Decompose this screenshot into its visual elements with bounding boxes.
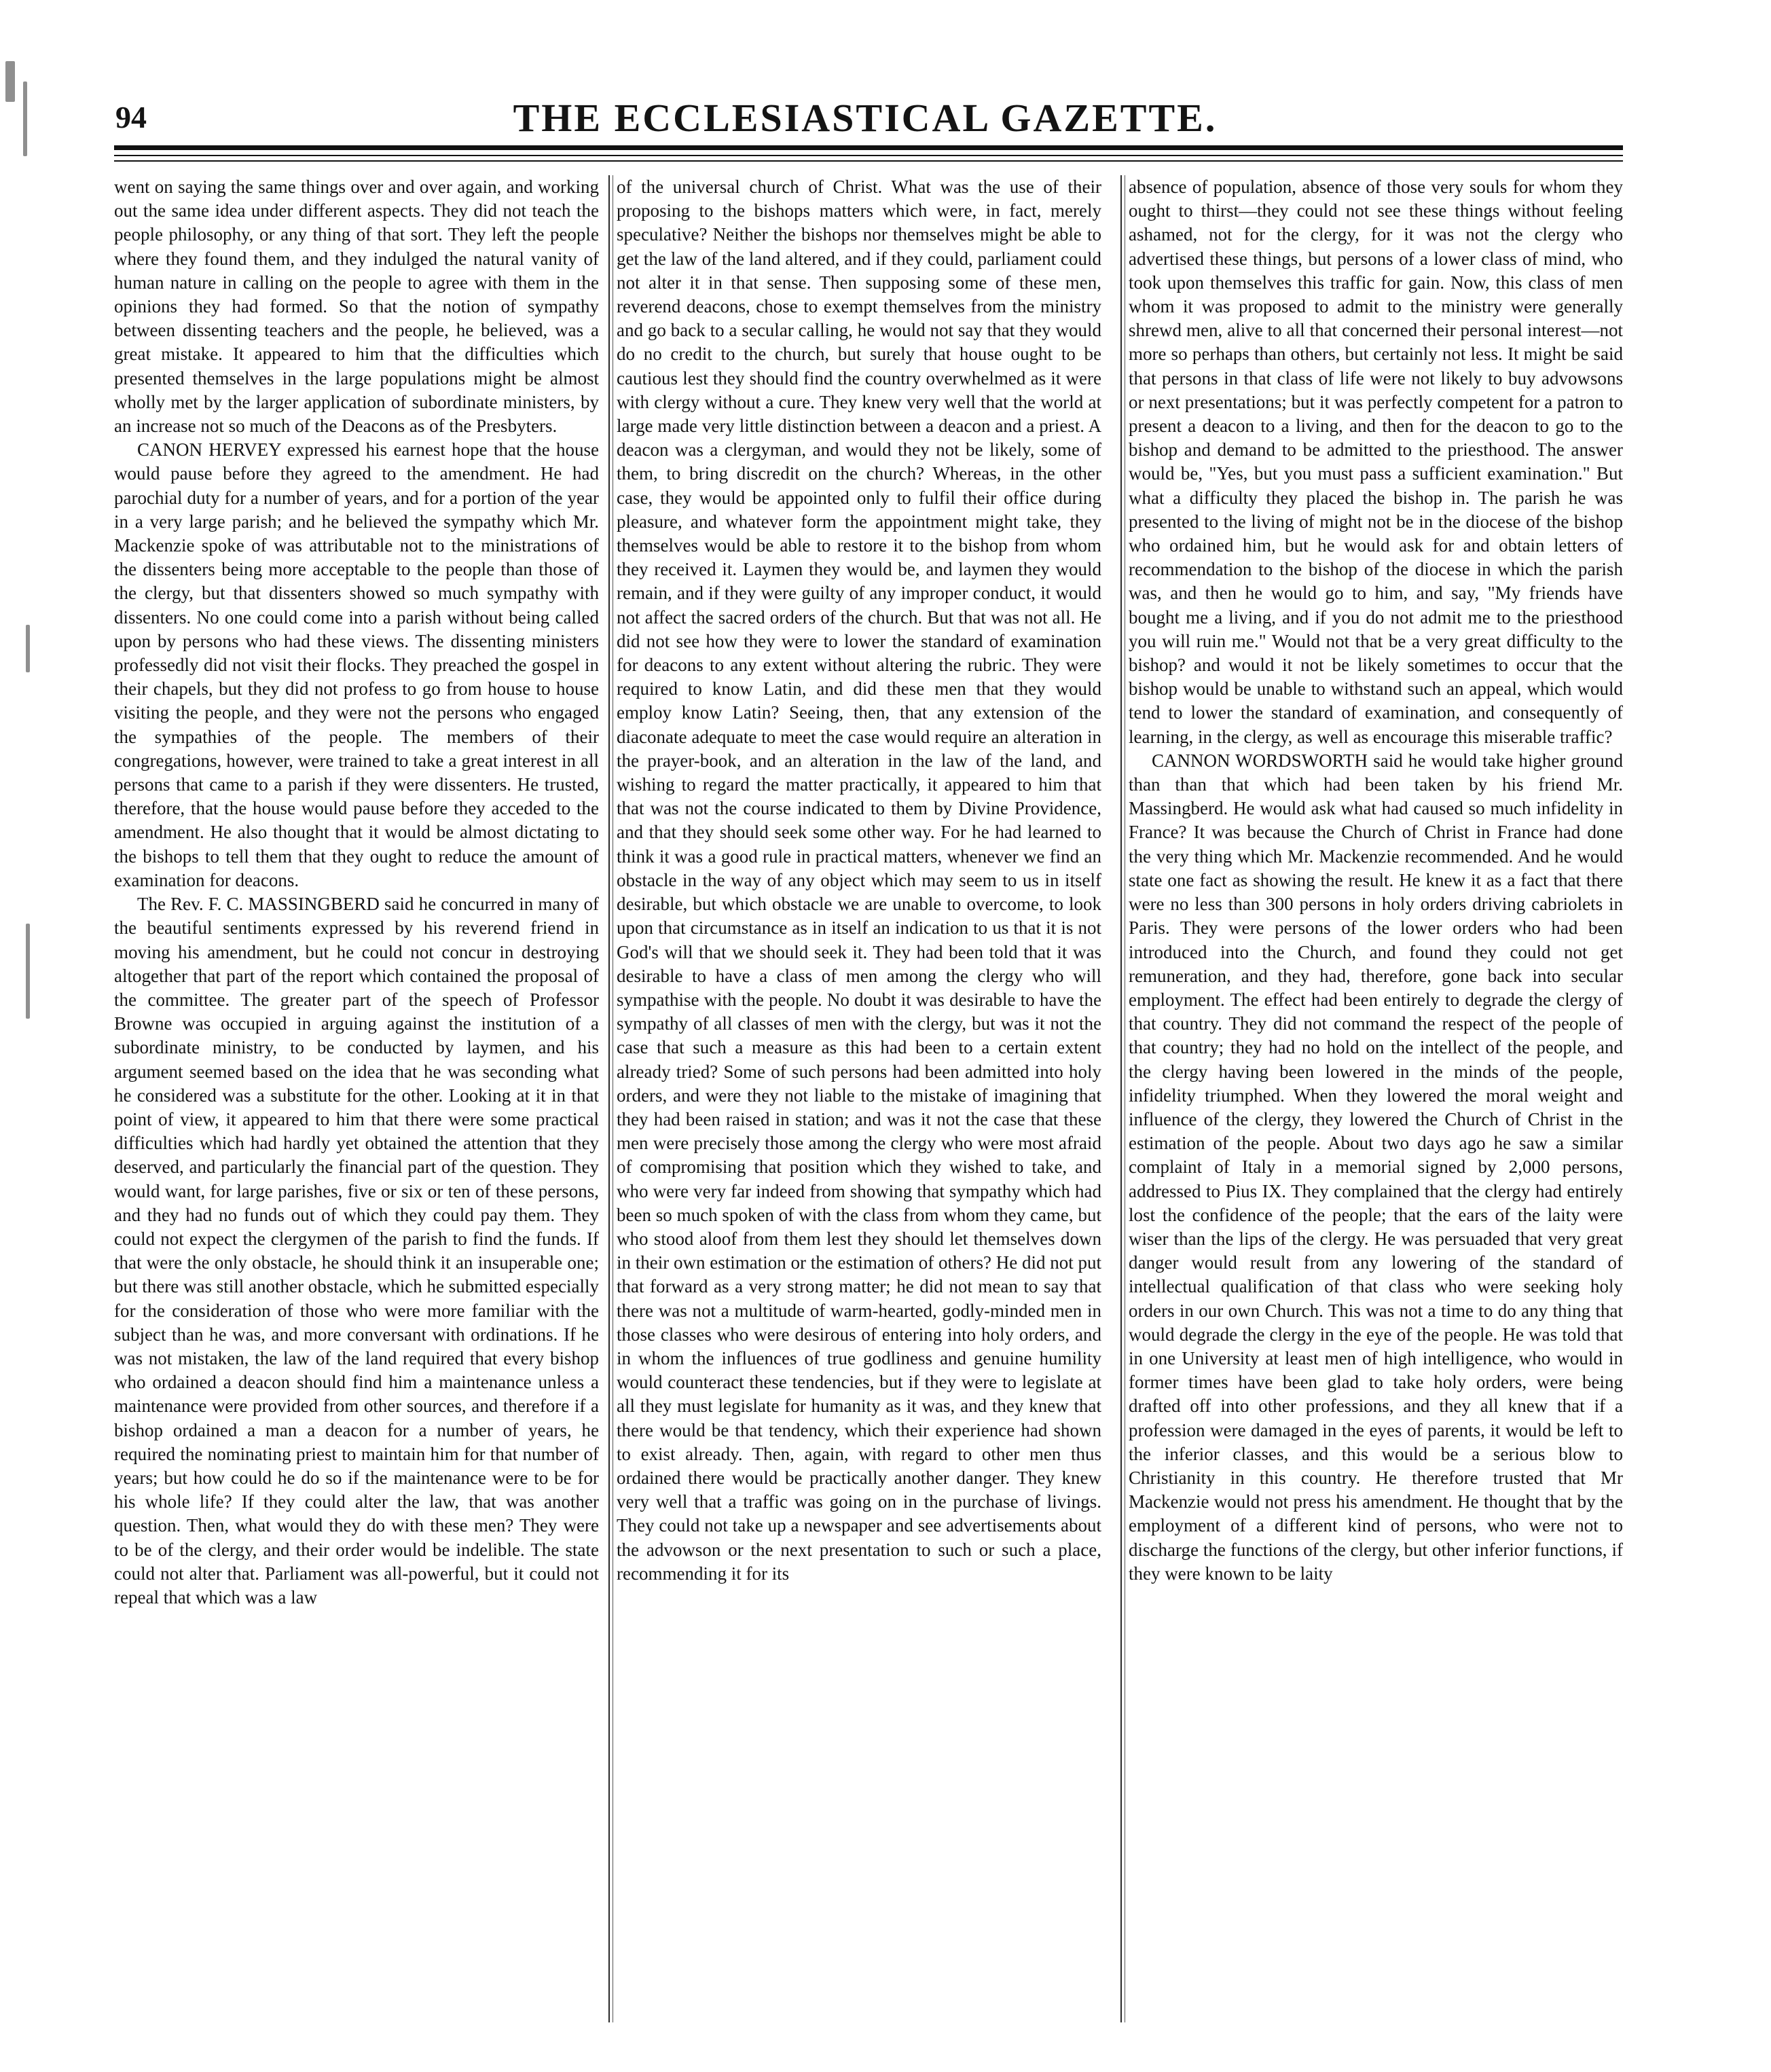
paragraph: went on saying the same things over and over again, and working out the same idea under different aspects. They did not teach the people philosophy, or any thing of that sort. They left the people where they found them, and they indulged the natural vanity of human nature in calling on the people to agree with them in the opinions they had formed. So that the notion of sympathy between dissenting teachers and the people, he believed, was a great mistake. It appeared to him that the difficulties which presented themselves in the large populations might be almost wholly met by the larger application of subordinate ministers, by an increase not so much of the Deacons as of the Presbyters. bbox=[114, 177, 599, 437]
page-header bbox=[115, 95, 1615, 143]
page-title: THE ECCLESIASTICAL GAZETTE. bbox=[513, 96, 1218, 140]
paragraph: The Rev. F. C. MASSINGBERD said he concurred in many of the beautiful sentiments expressed by his reverend friend in moving his amendment, but he could not concur in destroying altogether that part of the report which contained the proposal of the committee. The greater part of the speech of Professor Browne was occupied in arguing against the institution of a subordinate ministry, to be conducted by laymen, and his argument seemed based on the idea that he was seconding what he considered was a substitute for the other. Looking at it in that point of view, it appeared to him that there were some practical difficulties which had hardly yet obtained the attention that they deserved, and particularly the financial part of the question. They would want, for large parishes, five or six or ten of these persons, and they had no funds out of which they could pay them. They could not expect the clergymen of the parish to find the funds. If that were the only obstacle, he should think it an insuperable one; but there was still another obstacle, which he submitted especially for the consideration of those who were more familiar with the subject than he was, and more conversant with ordinations. If he was not mistaken, the law of the land required that every bishop who ordained a deacon should find him a maintenance unless a maintenance were provided from other sources, and therefore if a bishop ordained a man a deacon for a number of years, he required the nominating priest to maintain him for that number of years; but how could he do so if the maintenance were to be for his whole life? If they could alter the law, that was another question. Then, what would they do with these men? They were to be of the clergy, and their order would be indelible. The state could not alter that. Parliament was all-powerful, but it could not repeal that which was a law bbox=[114, 894, 599, 1607]
text-column-1 bbox=[114, 175, 599, 2029]
text-column-3 bbox=[1129, 175, 1623, 2029]
article-columns bbox=[114, 175, 1623, 2029]
header-rule bbox=[114, 155, 1623, 156]
binding-mark bbox=[23, 81, 27, 156]
binding-mark bbox=[5, 61, 15, 102]
text-column-2 bbox=[617, 175, 1101, 2029]
paragraph: CANON HERVEY expressed his earnest hope that the house would pause before they agreed to the amendment. He had parochial duty for a number of years, and for a portion of the year in a very large parish; and he believed the sympathy which Mr. Mackenzie spoke of was attributable not to the ministrations of the dissenters being more acceptable to the people than those of the clergy, but that dissenters showed so much sympathy with dissenters. No one could come into a parish without being called upon by persons who had these views. The dissenting ministers professedly did not visit their flocks. They preached the gospel in their chapels, but they did not profess to go from house to house visiting the people, and they were not the persons who engaged the sympathies of the people. The members of their congregations, however, were trained to take a great interest in all persons that came to a parish if they were dissenters. He trusted, therefore, that the house would pause before they acceded to the amendment. He also thought that it would be almost dictating to the bishops to tell them that they ought to reduce the amount of examination for deacons. bbox=[114, 439, 599, 890]
page-number: 94 bbox=[115, 100, 147, 134]
column-divider bbox=[1120, 175, 1122, 2022]
binding-mark bbox=[26, 625, 30, 672]
paragraph: absence of population, absence of those very souls for whom they ought to thirst—they could not see these things without feeling ashamed, not for the clergy, for it was not the clergy who advertised these things, but persons of a lower class of mind, who took upon themselves this traffic for gain. Now, this class of men whom it was proposed to admit to the ministry were generally shrewd men, alive to all that concerned their personal interest—not more so perhaps than others, but certainly not less. It might be said that persons in that class of life were not likely to buy advowsons or next presentations; but it was perfectly competent for a patron to present a deacon to a living, and then for the deacon to go to the bishop and demand to be admitted to the priesthood. The answer would be, "Yes, but you must pass a sufficient examination." But what a difficulty they placed the bishop in. The parish he was presented to the living of might not be in the diocese of the bishop who ordained him, but he would ask for and obtain letters of recommendation to the bishop of the diocese in which the parish was, and then he would go to him, and say, "My friends have bought me a living, and if you do not admit me to the priesthood you will ruin me." Would not that be a very great difficulty to the bishop? and would it not be likely sometimes to occur that the bishop would be unable to withstand such an appeal, which would tend to lower the standard of examination, and consequently of learning, in the clergy, as well as encourage this miserable traffic? bbox=[1129, 177, 1623, 747]
paragraph: CANNON WORDSWORTH said he would take higher ground than than that which had been taken by his friend Mr. Massingberd. He would ask what had caused so much infidelity in France? It was because the Church of Christ in France had done the very thing which Mr. Mackenzie recommended. And he would state one fact as showing the result. He knew it as a fact that there were no less than 300 persons in holy orders driving cabriolets in Paris. They were persons of the lower orders who had been introduced into the Church, and found they could not get remuneration, and they had, therefore, gone back into secular employment. The effect had been entirely to degrade the clergy of that country. They did not command the respect of the people of that country; they had no hold on the intellect of the people, and the clergy having been lowered in the minds of the people, infidelity triumphed. When they lowered the moral weight and influence of the clergy, they lowered the Church of Christ in the estimation of the people. About two days ago he saw a similar complaint of Italy in a memorial signed by 2,000 persons, addressed to Pius IX. They complained that the clergy had entirely lost the confidence of the people; that the ears of the laity were wiser than the lips of the clergy. He was persuaded that very great danger would result from any lowering of the standard of intellectual qualification of that class who were seeking holy orders in our own Church. This was not a time to do any thing that would degrade the clergy in the eye of the people. He was told that in one University at least men of high intelligence, who would in former times have been glad to take holy orders, were being drafted off into other professions, and they all knew that if a profession were damaged in the eyes of parents, it would be left to the inferior classes, and this would be a serious blow to Christianity in this country. He therefore trusted that Mr Mackenzie would not press his amendment. He thought that by the employment of a different kind of persons, who were not to discharge the functions of the clergy, but other inferior functions, if they were known to be laity bbox=[1129, 750, 1623, 1584]
column-divider bbox=[608, 175, 610, 2022]
paragraph: of the universal church of Christ. What was the use of their proposing to the bishops matters which were, in fact, merely speculative? Neither the bishops nor themselves might be able to get the law of the land altered, and if they could, parliament could not alter it in that sense. Then supposing some of these men, reverend deacons, chose to exempt themselves from the ministry and go back to a secular calling, he would not say that they would do no credit to the church, but surely that house ought to be cautious lest they should find the country overwhelmed as it were with clergy without a cure. They knew very well that the world at large made very little distinction between a deacon and a priest. A deacon was a clergyman, and would they not be likely, some of them, to bring discredit on the church? Whereas, in the other case, they would be appointed only to fulfil their office during pleasure, and whatever form the appointment might take, they themselves would be able to restore it to the bishop from whom they received it. Laymen they would be, and laymen they would remain, and if they were guilty of any improper conduct, it would not affect the sacred orders of the church. But that was not all. He did not see how they were to lower the standard of examination for deacons to any extent without altering the rubric. They were required to know Latin, and did these men that they would employ know Latin? Seeing, then, that any extension of the diaconate adequate to meet the case would require an alteration in the prayer-book, and an alteration in the law of the land, and wishing to regard the matter practically, it appeared to him that that was not the course indicated to them by Divine Providence, and that they should seek some other way. For he had learned to think it was a good rule in practical matters, whenever we find an obstacle in the way of any object which may seem to us in itself desirable, but which obstacle we are unable to overcome, to look upon that circumstance as in itself an indication to us that it is not God's will that we should seek it. They had been told that it was desirable to have a class of men among the clergy who will sympathise with the people. No doubt it was desirable to have the sympathy of all classes of men with the clergy, but was it not the case that such a measure as this had been to a certain extent already tried? Some of such persons had been admitted into holy orders, and were they not liable to the mistake of imagining that they had been raised in station; and was it not the case that these men were precisely those among the clergy who were most afraid of compromising that position which they wished to take, and who were very far indeed from showing that sympathy which had been so much spoken of with the class from whom they came, but who stood aloof from them lest they should let themselves down in their own estimation or the estimation of others? He did not put that forward as a very strong matter; he did not mean to say that there was not a multitude of warm-hearted, godly-minded men in those classes who were desirous of entering into holy orders, and in whom the influences of true godliness and genuine humility would counteract these tendencies, but if they were to legislate at all they must legislate for humanity as it was, and they knew that there would be that tendency, which their experience had shown to exist already. Then, again, with regard to other men thus ordained there would be practically another danger. They knew very well that a traffic was going on in the purchase of livings. They could not take up a newspaper and see advertisements about the advowson or the next presentation to such or such a place, recommending it for its bbox=[617, 177, 1101, 1584]
header-rule bbox=[114, 145, 1623, 150]
header-rule bbox=[114, 160, 1623, 162]
binding-mark bbox=[26, 924, 30, 1019]
